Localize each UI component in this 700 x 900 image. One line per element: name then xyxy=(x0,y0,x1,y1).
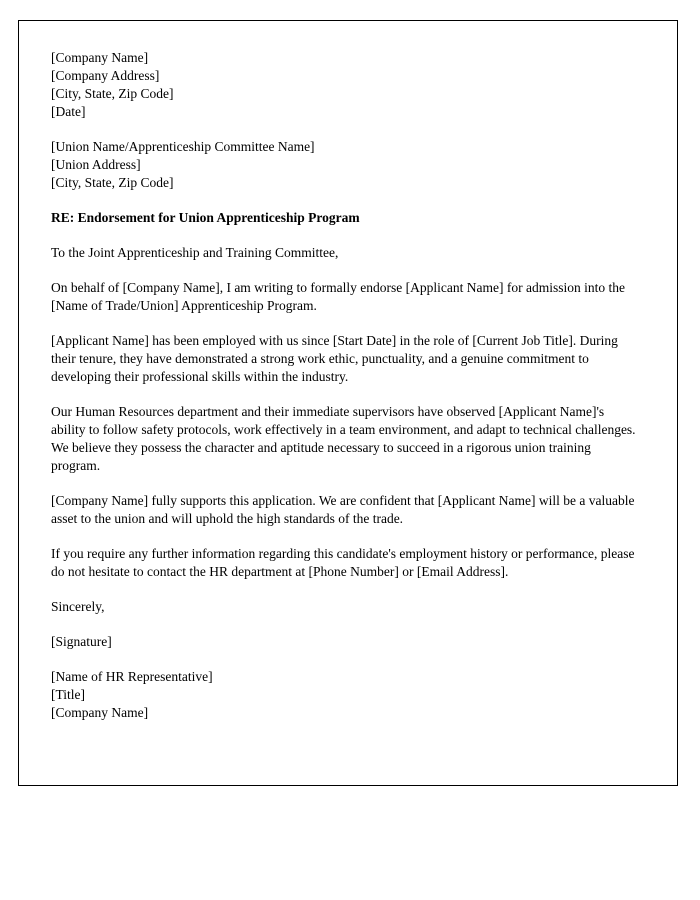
sender-block xyxy=(51,49,641,121)
letter-border-frame xyxy=(18,20,678,786)
letter-date: [Date] xyxy=(51,104,86,119)
signoff-company-name: [Company Name] xyxy=(51,705,149,720)
signoff-hr-representative: [Name of HR Representative] xyxy=(51,669,213,684)
recipient-union-address: [Union Address] xyxy=(51,157,141,172)
letter-content xyxy=(19,21,677,722)
subject-line: RE: Endorsement for Union Apprenticeship Program xyxy=(51,210,360,225)
sender-city-state-zip: [City, State, Zip Code] xyxy=(51,86,174,101)
signoff-block xyxy=(51,668,641,722)
body-paragraph-4: [Company Name] fully supports this application. We are confident that [Applicant Name] will be a valuable asset to the union and will uphold the high standards of the trade. xyxy=(51,493,635,526)
body-paragraph-3: Our Human Resources department and their immediate supervisors have observed [Applicant Name]'s ability to follow safety protocols, work effectively in a team environment, and adapt to technical challenges. We believe they possess the character and aptitude necessary to succeed in a rigorous union training program. xyxy=(51,404,636,473)
closing: Sincerely, xyxy=(51,599,105,614)
body-paragraph-1: On behalf of [Company Name], I am writing to formally endorse [Applicant Name] for admission into the [Name of Trade/Union] Apprenticeship Program. xyxy=(51,280,625,313)
sender-company-name: [Company Name] xyxy=(51,50,149,65)
signature-placeholder: [Signature] xyxy=(51,634,112,649)
recipient-union-name: [Union Name/Apprenticeship Committee Name] xyxy=(51,139,315,154)
recipient-city-state-zip: [City, State, Zip Code] xyxy=(51,175,174,190)
sender-company-address: [Company Address] xyxy=(51,68,160,83)
salutation: To the Joint Apprenticeship and Training Committee, xyxy=(51,245,339,260)
recipient-block xyxy=(51,138,641,192)
body-paragraph-5: If you require any further information regarding this candidate's employment history or performance, please do not hesitate to contact the HR department at [Phone Number] or [Email Address]. xyxy=(51,546,635,579)
signoff-title: [Title] xyxy=(51,687,86,702)
body-paragraph-2: [Applicant Name] has been employed with us since [Start Date] in the role of [Current Job Title]. During their tenure, they have demonstrated a strong work ethic, punctuality, and a genuine commitment to developing their professional skills within the industry. xyxy=(51,333,618,384)
